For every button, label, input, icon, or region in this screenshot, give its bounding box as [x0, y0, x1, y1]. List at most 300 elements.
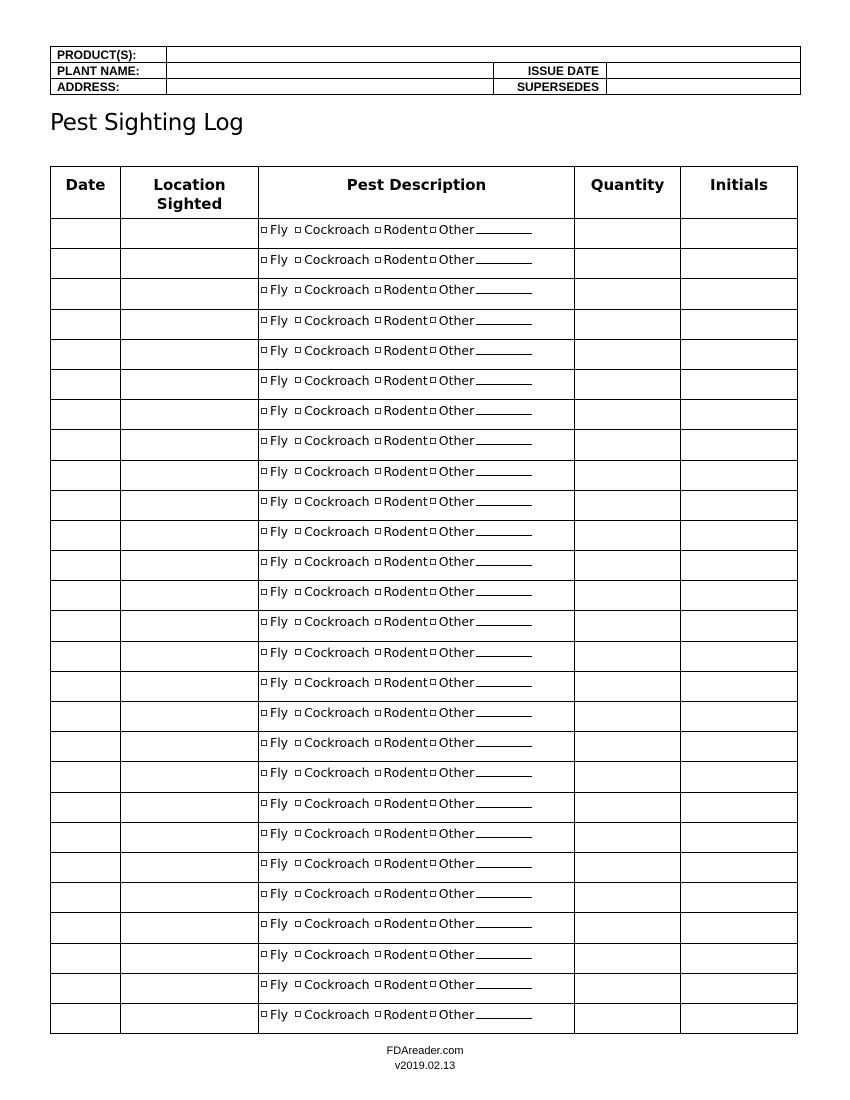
cockroach-option[interactable] — [295, 645, 369, 660]
checkbox-icon[interactable] — [295, 891, 301, 897]
other-option[interactable] — [430, 1007, 533, 1022]
rodent-option[interactable] — [375, 373, 428, 388]
date-cell[interactable] — [51, 973, 121, 1003]
checkbox-icon[interactable] — [295, 227, 301, 233]
other-blank-line[interactable] — [476, 827, 532, 838]
location-cell[interactable] — [121, 430, 259, 460]
checkbox-icon[interactable] — [375, 770, 381, 776]
other-blank-line[interactable] — [476, 917, 532, 928]
rodent-option[interactable] — [375, 433, 428, 448]
date-cell[interactable] — [51, 852, 121, 882]
checkbox-icon[interactable] — [295, 649, 301, 655]
date-cell[interactable] — [51, 490, 121, 520]
fly-option[interactable] — [261, 433, 288, 448]
other-option[interactable] — [430, 524, 533, 539]
rodent-option[interactable] — [375, 524, 428, 539]
other-blank-line[interactable] — [476, 434, 532, 445]
checkbox-icon[interactable] — [295, 438, 301, 444]
other-option[interactable] — [430, 977, 533, 992]
checkbox-icon[interactable] — [430, 1011, 436, 1017]
initials-cell[interactable] — [681, 913, 798, 943]
initials-cell[interactable] — [681, 309, 798, 339]
other-option[interactable] — [430, 765, 533, 780]
other-option[interactable] — [430, 826, 533, 841]
fly-option[interactable] — [261, 675, 288, 690]
other-option[interactable] — [430, 464, 533, 479]
cockroach-option[interactable] — [295, 252, 369, 267]
checkbox-icon[interactable] — [375, 679, 381, 685]
rodent-option[interactable] — [375, 645, 428, 660]
other-blank-line[interactable] — [476, 283, 532, 294]
quantity-cell[interactable] — [575, 852, 681, 882]
fly-option[interactable] — [261, 282, 288, 297]
rodent-option[interactable] — [375, 584, 428, 599]
date-cell[interactable] — [51, 822, 121, 852]
checkbox-icon[interactable] — [375, 438, 381, 444]
checkbox-icon[interactable] — [375, 951, 381, 957]
date-cell[interactable] — [51, 339, 121, 369]
other-blank-line[interactable] — [476, 404, 532, 415]
rodent-option[interactable] — [375, 222, 428, 237]
checkbox-icon[interactable] — [375, 1011, 381, 1017]
checkbox-icon[interactable] — [261, 1011, 267, 1017]
other-blank-line[interactable] — [476, 676, 532, 687]
checkbox-icon[interactable] — [375, 981, 381, 987]
checkbox-icon[interactable] — [375, 287, 381, 293]
checkbox-icon[interactable] — [261, 257, 267, 263]
checkbox-icon[interactable] — [430, 619, 436, 625]
checkbox-icon[interactable] — [430, 770, 436, 776]
other-blank-line[interactable] — [476, 585, 532, 596]
date-cell[interactable] — [51, 279, 121, 309]
initials-cell[interactable] — [681, 581, 798, 611]
other-option[interactable] — [430, 947, 533, 962]
checkbox-icon[interactable] — [430, 287, 436, 293]
supersedes-field[interactable] — [607, 79, 801, 95]
location-cell[interactable] — [121, 400, 259, 430]
cockroach-option[interactable] — [295, 554, 369, 569]
quantity-cell[interactable] — [575, 309, 681, 339]
quantity-cell[interactable] — [575, 490, 681, 520]
checkbox-icon[interactable] — [375, 891, 381, 897]
checkbox-icon[interactable] — [261, 287, 267, 293]
fly-option[interactable] — [261, 584, 288, 599]
cockroach-option[interactable] — [295, 433, 369, 448]
checkbox-icon[interactable] — [430, 921, 436, 927]
other-option[interactable] — [430, 313, 533, 328]
date-cell[interactable] — [51, 702, 121, 732]
checkbox-icon[interactable] — [295, 528, 301, 534]
checkbox-icon[interactable] — [295, 951, 301, 957]
location-cell[interactable] — [121, 671, 259, 701]
location-cell[interactable] — [121, 702, 259, 732]
cockroach-option[interactable] — [295, 916, 369, 931]
cockroach-option[interactable] — [295, 796, 369, 811]
quantity-cell[interactable] — [575, 702, 681, 732]
rodent-option[interactable] — [375, 282, 428, 297]
other-blank-line[interactable] — [476, 857, 532, 868]
checkbox-icon[interactable] — [430, 227, 436, 233]
other-option[interactable] — [430, 796, 533, 811]
other-blank-line[interactable] — [476, 706, 532, 717]
checkbox-icon[interactable] — [430, 981, 436, 987]
initials-cell[interactable] — [681, 671, 798, 701]
fly-option[interactable] — [261, 916, 288, 931]
checkbox-icon[interactable] — [295, 468, 301, 474]
checkbox-icon[interactable] — [375, 408, 381, 414]
cockroach-option[interactable] — [295, 222, 369, 237]
fly-option[interactable] — [261, 856, 288, 871]
issue-date-field[interactable] — [607, 63, 801, 79]
other-blank-line[interactable] — [476, 887, 532, 898]
initials-cell[interactable] — [681, 943, 798, 973]
cockroach-option[interactable] — [295, 403, 369, 418]
location-cell[interactable] — [121, 249, 259, 279]
rodent-option[interactable] — [375, 554, 428, 569]
location-cell[interactable] — [121, 611, 259, 641]
initials-cell[interactable] — [681, 611, 798, 641]
location-cell[interactable] — [121, 973, 259, 1003]
quantity-cell[interactable] — [575, 460, 681, 490]
checkbox-icon[interactable] — [295, 921, 301, 927]
location-cell[interactable] — [121, 822, 259, 852]
quantity-cell[interactable] — [575, 641, 681, 671]
cockroach-option[interactable] — [295, 826, 369, 841]
other-blank-line[interactable] — [476, 948, 532, 959]
checkbox-icon[interactable] — [261, 377, 267, 383]
other-option[interactable] — [430, 916, 533, 931]
quantity-cell[interactable] — [575, 581, 681, 611]
other-blank-line[interactable] — [476, 344, 532, 355]
checkbox-icon[interactable] — [295, 770, 301, 776]
checkbox-icon[interactable] — [430, 860, 436, 866]
checkbox-icon[interactable] — [430, 679, 436, 685]
checkbox-icon[interactable] — [261, 227, 267, 233]
checkbox-icon[interactable] — [375, 528, 381, 534]
checkbox-icon[interactable] — [430, 830, 436, 836]
quantity-cell[interactable] — [575, 913, 681, 943]
checkbox-icon[interactable] — [295, 619, 301, 625]
checkbox-icon[interactable] — [261, 559, 267, 565]
date-cell[interactable] — [51, 883, 121, 913]
initials-cell[interactable] — [681, 551, 798, 581]
other-blank-line[interactable] — [476, 223, 532, 234]
rodent-option[interactable] — [375, 494, 428, 509]
checkbox-icon[interactable] — [430, 317, 436, 323]
fly-option[interactable] — [261, 1007, 288, 1022]
quantity-cell[interactable] — [575, 822, 681, 852]
date-cell[interactable] — [51, 671, 121, 701]
other-option[interactable] — [430, 433, 533, 448]
initials-cell[interactable] — [681, 430, 798, 460]
rodent-option[interactable] — [375, 735, 428, 750]
initials-cell[interactable] — [681, 520, 798, 550]
location-cell[interactable] — [121, 732, 259, 762]
rodent-option[interactable] — [375, 856, 428, 871]
rodent-option[interactable] — [375, 977, 428, 992]
other-blank-line[interactable] — [476, 615, 532, 626]
initials-cell[interactable] — [681, 1003, 798, 1033]
date-cell[interactable] — [51, 611, 121, 641]
location-cell[interactable] — [121, 219, 259, 249]
cockroach-option[interactable] — [295, 675, 369, 690]
other-option[interactable] — [430, 735, 533, 750]
checkbox-icon[interactable] — [375, 347, 381, 353]
checkbox-icon[interactable] — [261, 408, 267, 414]
checkbox-icon[interactable] — [295, 377, 301, 383]
quantity-cell[interactable] — [575, 943, 681, 973]
checkbox-icon[interactable] — [261, 951, 267, 957]
location-cell[interactable] — [121, 943, 259, 973]
cockroach-option[interactable] — [295, 735, 369, 750]
rodent-option[interactable] — [375, 343, 428, 358]
location-cell[interactable] — [121, 309, 259, 339]
fly-option[interactable] — [261, 614, 288, 629]
rodent-option[interactable] — [375, 614, 428, 629]
other-blank-line[interactable] — [476, 525, 532, 536]
rodent-option[interactable] — [375, 252, 428, 267]
date-cell[interactable] — [51, 1003, 121, 1033]
cockroach-option[interactable] — [295, 494, 369, 509]
cockroach-option[interactable] — [295, 464, 369, 479]
quantity-cell[interactable] — [575, 219, 681, 249]
initials-cell[interactable] — [681, 732, 798, 762]
other-option[interactable] — [430, 282, 533, 297]
cockroach-option[interactable] — [295, 614, 369, 629]
other-blank-line[interactable] — [476, 646, 532, 657]
initials-cell[interactable] — [681, 973, 798, 1003]
other-option[interactable] — [430, 886, 533, 901]
initials-cell[interactable] — [681, 490, 798, 520]
other-option[interactable] — [430, 675, 533, 690]
other-blank-line[interactable] — [476, 253, 532, 264]
checkbox-icon[interactable] — [430, 347, 436, 353]
cockroach-option[interactable] — [295, 373, 369, 388]
cockroach-option[interactable] — [295, 765, 369, 780]
products-field[interactable] — [167, 47, 801, 63]
checkbox-icon[interactable] — [295, 559, 301, 565]
date-cell[interactable] — [51, 460, 121, 490]
fly-option[interactable] — [261, 373, 288, 388]
checkbox-icon[interactable] — [430, 377, 436, 383]
rodent-option[interactable] — [375, 705, 428, 720]
fly-option[interactable] — [261, 765, 288, 780]
quantity-cell[interactable] — [575, 249, 681, 279]
cockroach-option[interactable] — [295, 705, 369, 720]
fly-option[interactable] — [261, 313, 288, 328]
checkbox-icon[interactable] — [375, 710, 381, 716]
address-field[interactable] — [167, 79, 494, 95]
location-cell[interactable] — [121, 852, 259, 882]
quantity-cell[interactable] — [575, 883, 681, 913]
date-cell[interactable] — [51, 792, 121, 822]
checkbox-icon[interactable] — [261, 800, 267, 806]
checkbox-icon[interactable] — [375, 227, 381, 233]
checkbox-icon[interactable] — [375, 800, 381, 806]
cockroach-option[interactable] — [295, 343, 369, 358]
cockroach-option[interactable] — [295, 947, 369, 962]
checkbox-icon[interactable] — [375, 377, 381, 383]
fly-option[interactable] — [261, 705, 288, 720]
fly-option[interactable] — [261, 524, 288, 539]
initials-cell[interactable] — [681, 762, 798, 792]
initials-cell[interactable] — [681, 369, 798, 399]
initials-cell[interactable] — [681, 249, 798, 279]
checkbox-icon[interactable] — [375, 257, 381, 263]
quantity-cell[interactable] — [575, 732, 681, 762]
checkbox-icon[interactable] — [295, 287, 301, 293]
cockroach-option[interactable] — [295, 886, 369, 901]
cockroach-option[interactable] — [295, 856, 369, 871]
fly-option[interactable] — [261, 977, 288, 992]
date-cell[interactable] — [51, 219, 121, 249]
checkbox-icon[interactable] — [375, 619, 381, 625]
quantity-cell[interactable] — [575, 520, 681, 550]
checkbox-icon[interactable] — [261, 740, 267, 746]
fly-option[interactable] — [261, 464, 288, 479]
initials-cell[interactable] — [681, 792, 798, 822]
other-blank-line[interactable] — [476, 766, 532, 777]
initials-cell[interactable] — [681, 460, 798, 490]
location-cell[interactable] — [121, 641, 259, 671]
checkbox-icon[interactable] — [261, 891, 267, 897]
cockroach-option[interactable] — [295, 1007, 369, 1022]
checkbox-icon[interactable] — [375, 921, 381, 927]
checkbox-icon[interactable] — [375, 860, 381, 866]
date-cell[interactable] — [51, 581, 121, 611]
other-blank-line[interactable] — [476, 495, 532, 506]
checkbox-icon[interactable] — [375, 740, 381, 746]
checkbox-icon[interactable] — [261, 468, 267, 474]
checkbox-icon[interactable] — [295, 408, 301, 414]
checkbox-icon[interactable] — [261, 649, 267, 655]
checkbox-icon[interactable] — [430, 589, 436, 595]
initials-cell[interactable] — [681, 219, 798, 249]
location-cell[interactable] — [121, 369, 259, 399]
checkbox-icon[interactable] — [430, 951, 436, 957]
location-cell[interactable] — [121, 792, 259, 822]
quantity-cell[interactable] — [575, 611, 681, 641]
checkbox-icon[interactable] — [430, 800, 436, 806]
checkbox-icon[interactable] — [295, 589, 301, 595]
checkbox-icon[interactable] — [375, 468, 381, 474]
quantity-cell[interactable] — [575, 369, 681, 399]
fly-option[interactable] — [261, 222, 288, 237]
checkbox-icon[interactable] — [295, 860, 301, 866]
checkbox-icon[interactable] — [295, 498, 301, 504]
checkbox-icon[interactable] — [295, 1011, 301, 1017]
checkbox-icon[interactable] — [430, 710, 436, 716]
cockroach-option[interactable] — [295, 282, 369, 297]
rodent-option[interactable] — [375, 947, 428, 962]
initials-cell[interactable] — [681, 822, 798, 852]
checkbox-icon[interactable] — [295, 981, 301, 987]
checkbox-icon[interactable] — [261, 619, 267, 625]
date-cell[interactable] — [51, 732, 121, 762]
rodent-option[interactable] — [375, 765, 428, 780]
quantity-cell[interactable] — [575, 762, 681, 792]
checkbox-icon[interactable] — [375, 317, 381, 323]
other-option[interactable] — [430, 705, 533, 720]
fly-option[interactable] — [261, 796, 288, 811]
date-cell[interactable] — [51, 641, 121, 671]
rodent-option[interactable] — [375, 826, 428, 841]
checkbox-icon[interactable] — [261, 830, 267, 836]
date-cell[interactable] — [51, 249, 121, 279]
checkbox-icon[interactable] — [430, 528, 436, 534]
checkbox-icon[interactable] — [295, 679, 301, 685]
fly-option[interactable] — [261, 343, 288, 358]
checkbox-icon[interactable] — [261, 981, 267, 987]
other-option[interactable] — [430, 343, 533, 358]
quantity-cell[interactable] — [575, 1003, 681, 1033]
quantity-cell[interactable] — [575, 279, 681, 309]
other-option[interactable] — [430, 252, 533, 267]
location-cell[interactable] — [121, 520, 259, 550]
other-blank-line[interactable] — [476, 736, 532, 747]
checkbox-icon[interactable] — [261, 438, 267, 444]
checkbox-icon[interactable] — [295, 710, 301, 716]
rodent-option[interactable] — [375, 916, 428, 931]
other-option[interactable] — [430, 645, 533, 660]
checkbox-icon[interactable] — [261, 860, 267, 866]
other-blank-line[interactable] — [476, 465, 532, 476]
checkbox-icon[interactable] — [261, 317, 267, 323]
rodent-option[interactable] — [375, 313, 428, 328]
fly-option[interactable] — [261, 403, 288, 418]
fly-option[interactable] — [261, 645, 288, 660]
other-option[interactable] — [430, 856, 533, 871]
checkbox-icon[interactable] — [261, 679, 267, 685]
location-cell[interactable] — [121, 1003, 259, 1033]
other-blank-line[interactable] — [476, 314, 532, 325]
date-cell[interactable] — [51, 943, 121, 973]
other-option[interactable] — [430, 403, 533, 418]
initials-cell[interactable] — [681, 641, 798, 671]
initials-cell[interactable] — [681, 702, 798, 732]
location-cell[interactable] — [121, 883, 259, 913]
fly-option[interactable] — [261, 735, 288, 750]
other-option[interactable] — [430, 584, 533, 599]
checkbox-icon[interactable] — [295, 347, 301, 353]
quantity-cell[interactable] — [575, 792, 681, 822]
fly-option[interactable] — [261, 554, 288, 569]
checkbox-icon[interactable] — [375, 559, 381, 565]
initials-cell[interactable] — [681, 400, 798, 430]
location-cell[interactable] — [121, 490, 259, 520]
other-blank-line[interactable] — [476, 555, 532, 566]
quantity-cell[interactable] — [575, 671, 681, 701]
checkbox-icon[interactable] — [261, 528, 267, 534]
checkbox-icon[interactable] — [295, 800, 301, 806]
fly-option[interactable] — [261, 494, 288, 509]
quantity-cell[interactable] — [575, 339, 681, 369]
checkbox-icon[interactable] — [430, 740, 436, 746]
checkbox-icon[interactable] — [261, 589, 267, 595]
checkbox-icon[interactable] — [375, 589, 381, 595]
other-option[interactable] — [430, 373, 533, 388]
fly-option[interactable] — [261, 826, 288, 841]
checkbox-icon[interactable] — [261, 498, 267, 504]
cockroach-option[interactable] — [295, 977, 369, 992]
checkbox-icon[interactable] — [375, 498, 381, 504]
checkbox-icon[interactable] — [295, 257, 301, 263]
date-cell[interactable] — [51, 913, 121, 943]
rodent-option[interactable] — [375, 1007, 428, 1022]
checkbox-icon[interactable] — [295, 317, 301, 323]
location-cell[interactable] — [121, 339, 259, 369]
checkbox-icon[interactable] — [261, 710, 267, 716]
